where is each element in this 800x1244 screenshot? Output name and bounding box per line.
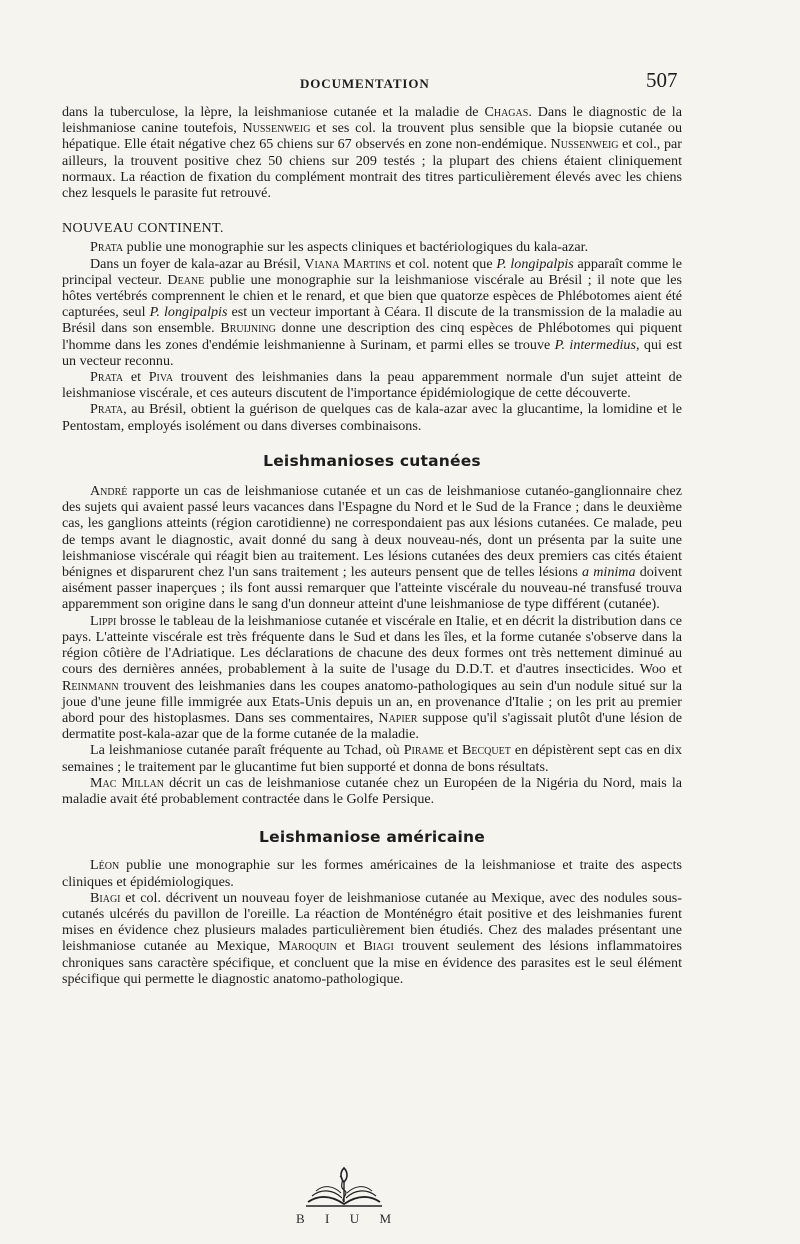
- latin-phrase: a minima: [582, 564, 636, 581]
- body-text: [62, 104, 682, 987]
- page-number: 507: [646, 68, 678, 92]
- paragraph-viana-martins: [62, 256, 682, 369]
- text-run: et: [336, 938, 364, 955]
- author-name: Biagi: [90, 889, 121, 906]
- text-run: trouvent des leishmanies dans la peau apparemment normale d'un sujet atteint de leishmaniose viscérale, et ces auteurs discutent de l'importance épidémiologique de cette découverte.: [62, 369, 682, 402]
- text-run: apparaît comme le principal vecteur.: [62, 255, 682, 288]
- text-run: publie une monographie sur les aspects cliniques et bactériologiques du kala-azar.: [123, 239, 589, 256]
- paragraph-prata-bresil: [62, 401, 682, 433]
- paragraph-tchad: [62, 742, 682, 774]
- text-run: est un vecteur important à Céara. Il discute de la transmission de la maladie au Brésil dans son ensemble.: [62, 304, 682, 337]
- species-name: P. longipalpis: [496, 255, 574, 272]
- paragraph-biagi: [62, 890, 682, 987]
- logo-letter: M: [379, 1211, 392, 1226]
- section-title-americaine: Leishmaniose américaine: [259, 828, 485, 847]
- paragraph-intro: [62, 104, 682, 201]
- author-name: Chagas: [484, 104, 529, 120]
- author-name: Becquet: [461, 742, 511, 759]
- text-run: et: [123, 369, 149, 386]
- running-title: DOCUMENTATION: [300, 76, 430, 91]
- text-run: doivent aisément passer inaperçues ; ils font aussi remarquer que l'atteinte viscérale du nouveau-né transfusé trouva apparemment son origine dans le sang d'un donneur atteint d'une leishmaniose de type différent (cutanée).: [62, 564, 682, 613]
- author-name: Napier: [378, 709, 418, 726]
- paragraph-andre: [62, 483, 682, 613]
- author-name: Nussenweig: [242, 120, 311, 137]
- paragraph-mac-millan: [62, 775, 682, 807]
- author-name: Mac Millan: [90, 774, 165, 791]
- section-label-nouveau-continent: NOUVEAU CONTINENT.: [62, 220, 224, 237]
- logo-letter: B: [296, 1211, 306, 1226]
- author-name: André: [90, 483, 128, 500]
- author-name: Lippi: [90, 612, 117, 629]
- species-name: P. intermedius: [554, 336, 636, 353]
- paragraph-prata-monograph: [62, 239, 682, 255]
- text-run: donne une description des cinq espèces de Phlébotomes qui piquent l'homme dans les zones d'endémie leishmanienne à Surinam, et parmi elles se trouve: [62, 320, 682, 353]
- text-run: dans la tuberculose, la lèpre, la leishmaniose cutanée et la maladie de: [62, 104, 485, 120]
- author-name: Reinmann: [62, 677, 119, 694]
- text-run: et col., par ailleurs, la trouvent positive chez 50 chiens sur 209 testés ; la plupart des chiens étaient cliniquement normaux. La réaction de fixation du complément montrait des titres particulièrement élevés avec les chiens chez lesquels le parasite fut retrouvé.: [62, 136, 682, 202]
- author-name: Maroquin: [278, 938, 337, 955]
- text-run: publie une monographie sur la leishmaniose viscérale au Brésil ; il note que les hôtes vertébrés comprennent le chien et le renard, et que bien que quatorze espèces de Phlébotomes aient été capturées, seul: [62, 271, 682, 321]
- logo-letter: U: [349, 1211, 361, 1226]
- bium-logo-letters: [296, 1211, 392, 1227]
- text-run: rapporte un cas de leishmaniose cutanée et un cas de leishmaniose cutanéo-ganglionnaire chez des sujets qui avaient passé leurs vacances dans l'Espagne du Nord et le Sud de la France ; dans le deuxième cas, les ganglions atteints (région carotidienne) ne correspondaient pas aux lésions cutanées. Ce malade, peu de temps avant le diagnostic, avait donné du sang à deux nouveau-nés, dont un présenta par la suite une leishmaniose viscérale qui réagit bien au traitement. Les lésions cutanées des deux premiers cas cités étaient bénignes et disparurent chez l'un sans traitement ; les auteurs pensent que de telles lésions: [62, 483, 682, 581]
- paragraph-leon: [62, 857, 682, 889]
- text-run: décrit un cas de leishmaniose cutanée chez un Européen de la Nigéria du Nord, mais la maladie avait été probablement contractée dans le Golfe Persique.: [62, 774, 683, 807]
- author-name: Prata: [90, 369, 124, 386]
- author-name: Bruijning: [220, 320, 276, 337]
- author-name: Prata: [90, 401, 124, 418]
- text-run: trouvent des leishmanies dans les coupes anatomo-pathologiques au sein d'un nodule situé sur la joue d'une jeune fille immigrée aux Etats-Unis depuis un an, en provenance d'Italie ; on les prit au premier abord pour des histoplasmes. Dans ses commentaires,: [62, 677, 682, 726]
- author-name: Pirame: [403, 742, 444, 759]
- author-name: Léon: [90, 857, 120, 874]
- text-run: en dépistèrent sept cas en dix semaines ; le traitement par le glucantime fut bien supporté et donna de bons résultats.: [62, 742, 682, 775]
- text-run: suppose qu'il s'agissait plutôt d'une lésion de dermatite post-kala-azar que de la forme cutanée de la maladie.: [62, 709, 682, 743]
- logo-letter: I: [325, 1211, 331, 1226]
- paragraph-lippi: [62, 613, 682, 743]
- text-run: brosse le tableau de la leishmaniose cutanée et viscérale en Italie, et en décrit la distribution dans ce pays. L'atteinte viscérale est très fréquente dans le Sud et dans les îles, et la forme cutanée s'observe dans la région côtière de l'Adriatique. Les déclarations de chacune des deux formes ont très nettement diminué au cours des dernières années, probablement à la suite de l'usage du D.D.T. et d'autres insecticides. Woo et: [62, 612, 682, 678]
- text-run: , au Brésil, obtient la guérison de quelques cas de kala-azar avec la glucantime, la lomidine et le Pentostam, employés isolément ou dans diverses combinaisons.: [62, 401, 682, 434]
- text-run: et: [443, 742, 462, 759]
- author-name: Viana Martins: [304, 255, 392, 272]
- text-run: et col. décrivent un nouveau foyer de leishmaniose cutanée au Mexique, avec des nodules sous-cutanés ulcérés du pavillon de l'oreille. La réaction de Monténégro était positive et des leishmanies furent mises en évidence chez plusieurs malades particulièrement bien étudiés. Chez des malades présentant une leishmaniose cutanée au Mexique,: [62, 889, 682, 955]
- author-name: Biagi: [363, 938, 394, 955]
- text-run: Dans un foyer de kala-azar au Brésil,: [90, 255, 305, 272]
- text-run: , qui est un vecteur reconnu.: [62, 336, 682, 369]
- author-name: Deane: [167, 271, 205, 288]
- text-run: La leishmaniose cutanée paraît fréquente au Tchad, où: [90, 742, 404, 759]
- text-run: publie une monographie sur les formes américaines de la leishmaniose et traite des aspects cliniques et épidémiologiques.: [62, 857, 682, 890]
- author-name: Piva: [148, 369, 174, 386]
- text-run: et col. notent que: [391, 255, 497, 272]
- author-name: Nussenweig: [550, 136, 619, 153]
- section-title-cutanees: Leishmanioses cutanées: [263, 451, 481, 470]
- text-run: . Dans le diagnostic de la leishmaniose canine toutefois,: [62, 104, 682, 137]
- paragraph-prata-piva: [62, 369, 682, 401]
- text-run: trouvent seulement des lésions inflammatoires chroniques sans caractère spécifique, et concluent que la mise en évidence des parasites est le seul élément spécifique qui permette le diagnostic anatomo-pathologique.: [62, 938, 683, 987]
- text-run: et ses col. la trouvent plus sensible que la biopsie cutanée ou hépatique. Elle était négative chez 65 chiens sur 67 observés en zone non-endémique.: [62, 120, 682, 153]
- species-name: P. longipalpis: [149, 304, 228, 321]
- author-name: Prata: [90, 239, 124, 256]
- running-head: [0, 66, 800, 94]
